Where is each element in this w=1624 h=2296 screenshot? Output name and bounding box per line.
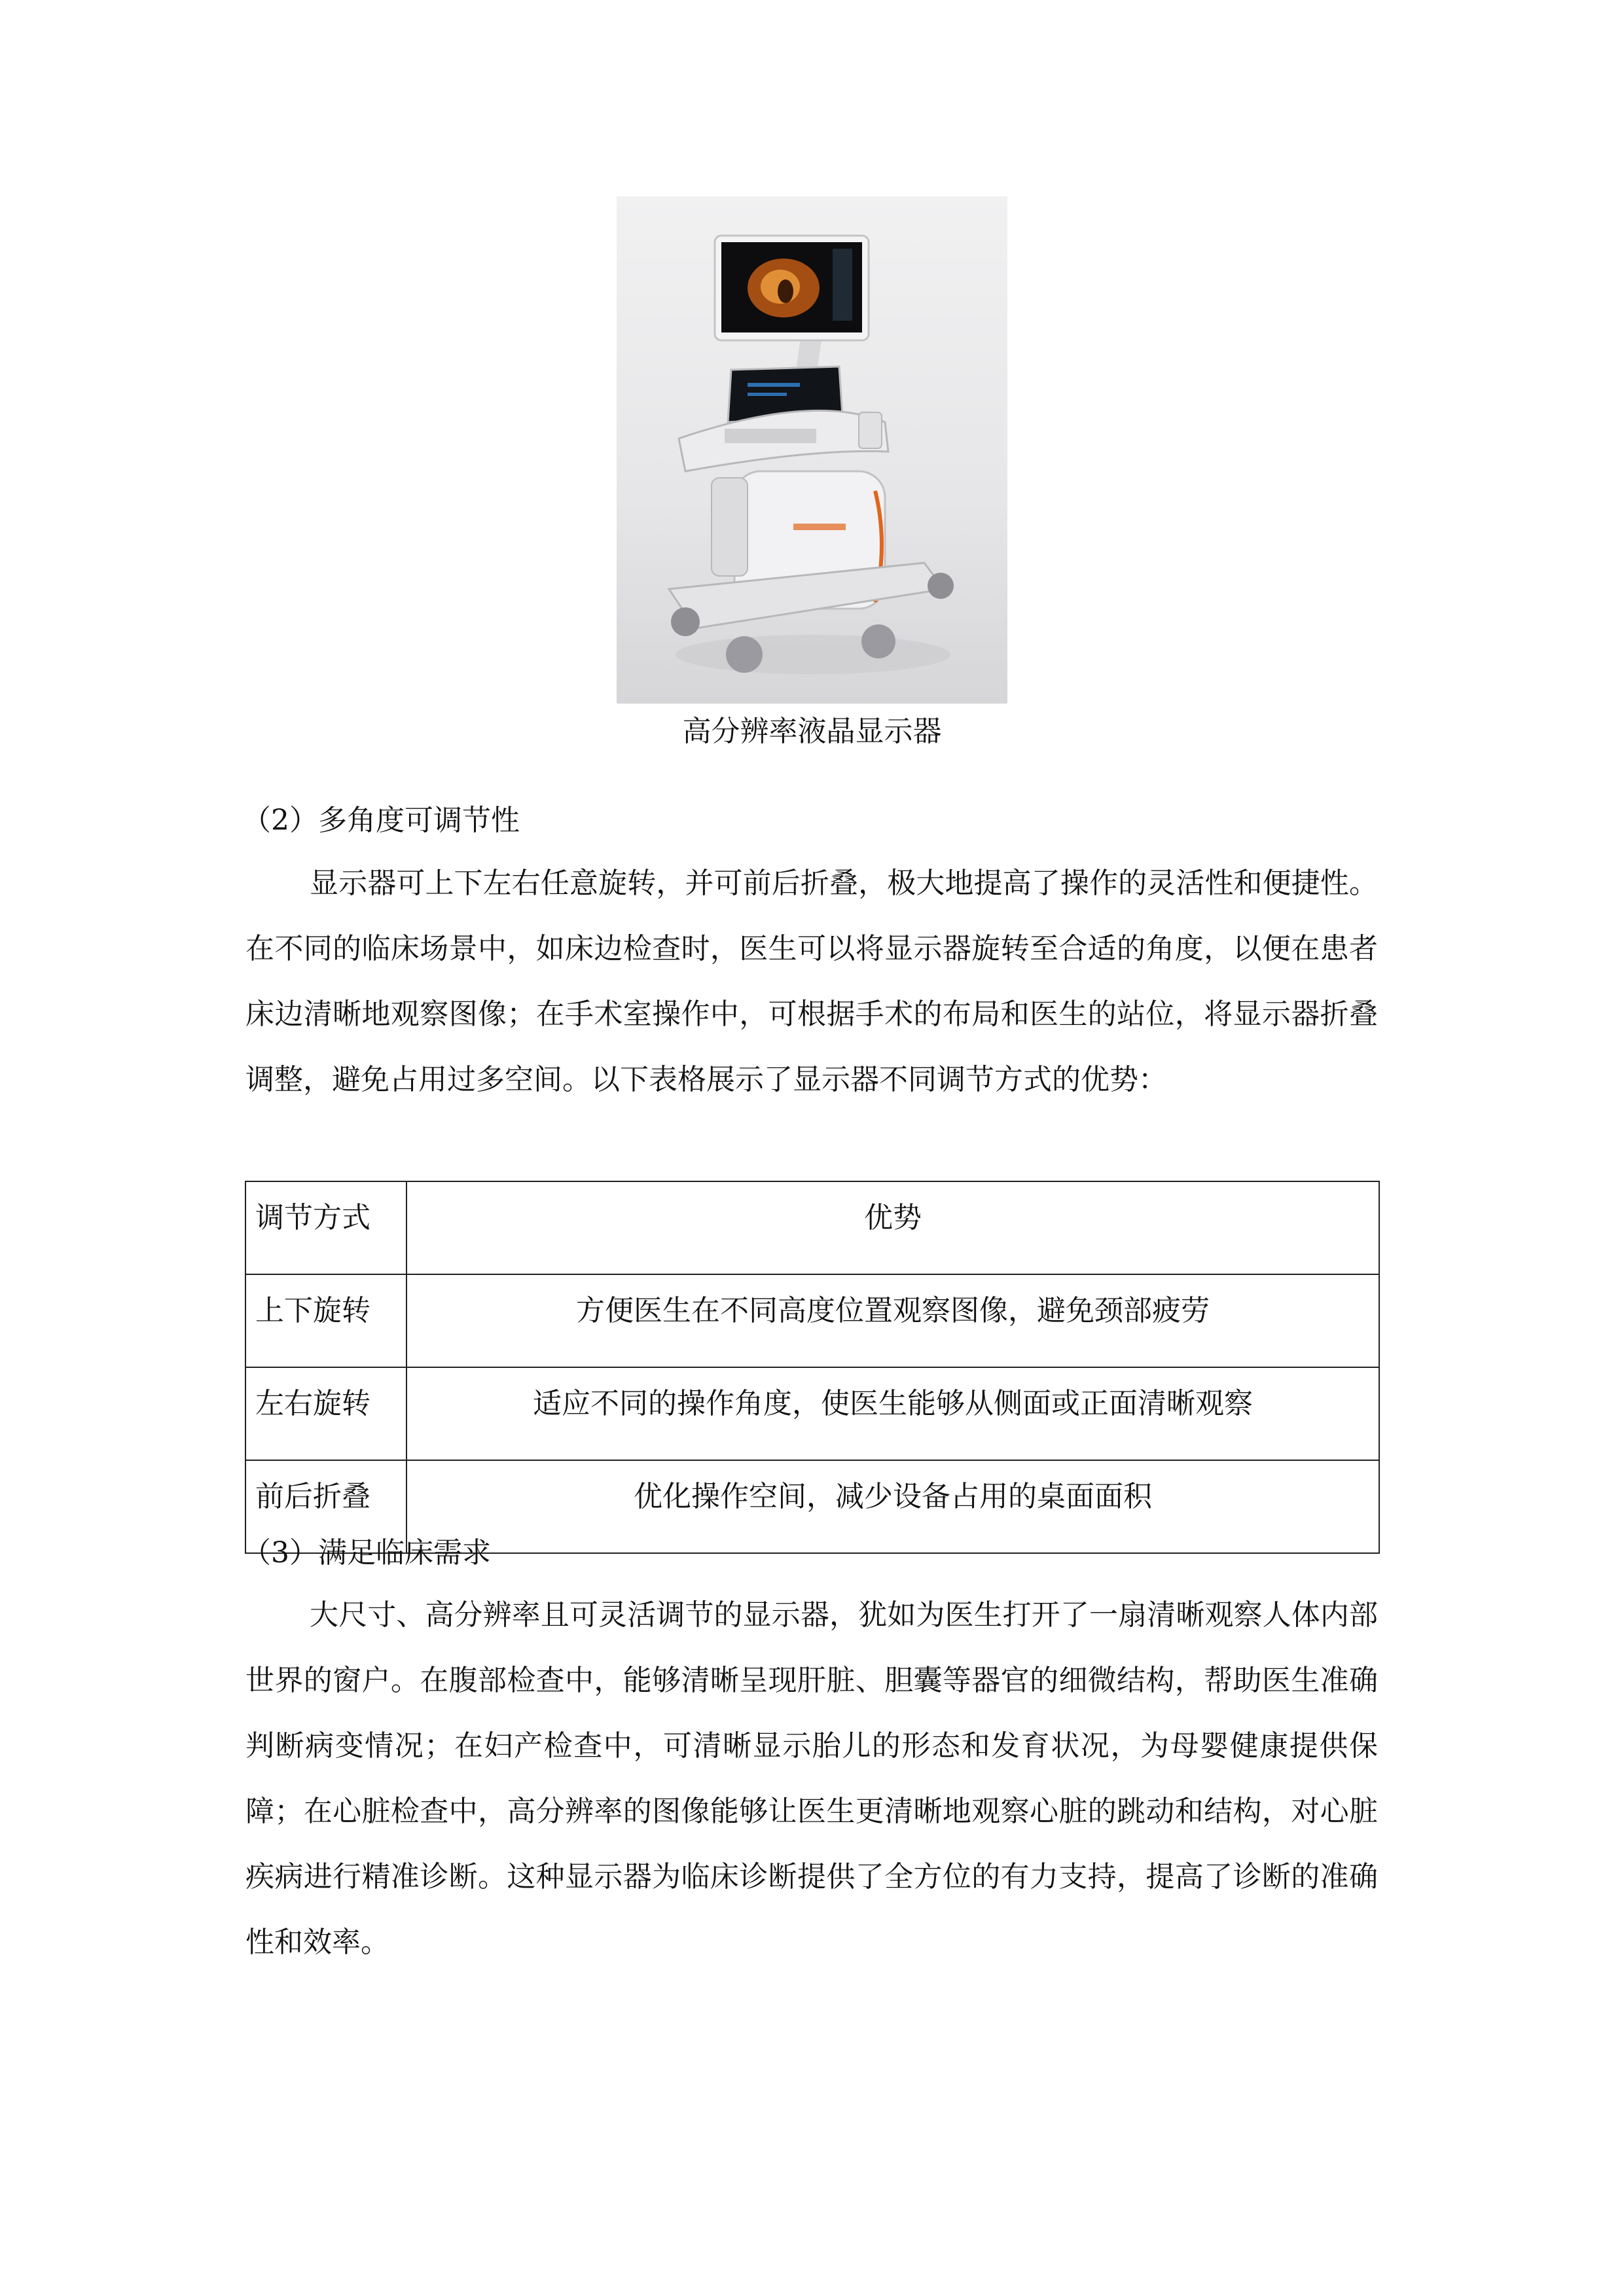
paragraph-text: 大尺寸、高分辨率且可灵活调节的显示器，犹如为医生打开了一扇清晰观察人体内部世界的窗户。在腹部检查中，能够清晰呈现肝脏、胆囊等器官的细微结构，帮助医生准确判断病变情况；在妇产检查中，可清晰显示胎儿的形态和发育状况，为母婴健康提供保障；在心脏检查中，高分辨率的图像能够让医生更清晰地观察心脏的跳动和结构，对心脏疾病进行精准诊断。这种显示器为临床诊断提供了全方位的有力支持，提高了诊断的准确性和效率。: [245, 1598, 1378, 1959]
ultrasound-machine-image: [617, 196, 1007, 704]
adjustment-advantages-table: [245, 1181, 1380, 1554]
table-cell: 前后折叠: [245, 1460, 406, 1553]
table-row: [245, 1274, 1379, 1367]
section-heading-2: （2）多角度可调节性: [242, 804, 520, 837]
table-header-row: [245, 1181, 1379, 1274]
table-cell: 方便医生在不同高度位置观察图像，避免颈部疲劳: [406, 1274, 1379, 1367]
ultrasound-machine-illustration: [617, 196, 1007, 704]
table-cell: 优化操作空间，减少设备占用的桌面面积: [406, 1460, 1379, 1553]
figure-caption: 高分辨率液晶显示器: [682, 715, 942, 748]
table-cell: 适应不同的操作角度，使医生能够从侧面或正面清晰观察: [406, 1367, 1379, 1460]
table-header-cell: 调节方式: [245, 1181, 406, 1274]
section-heading-3: （3）满足临床需求: [242, 1536, 491, 1570]
paragraph-text: 显示器可上下左右任意旋转，并可前后折叠，极大地提高了操作的灵活性和便捷性。在不同的临床场景中，如床边检查时，医生可以将显示器旋转至合适的角度，以便在患者床边清晰地观察图像；在手术室操作中，可根据手术的布局和医生的站位，将显示器折叠调整，避免占用过多空间。以下表格展示了显示器不同调节方式的优势：: [245, 867, 1378, 1096]
section-paragraph-3: [245, 1583, 1378, 1975]
table-cell: 上下旋转: [245, 1274, 406, 1367]
section-paragraph-2: [245, 851, 1378, 1113]
table-cell: 左右旋转: [245, 1367, 406, 1460]
table-header-cell: 优势: [406, 1181, 1379, 1274]
table-row: [245, 1367, 1379, 1460]
